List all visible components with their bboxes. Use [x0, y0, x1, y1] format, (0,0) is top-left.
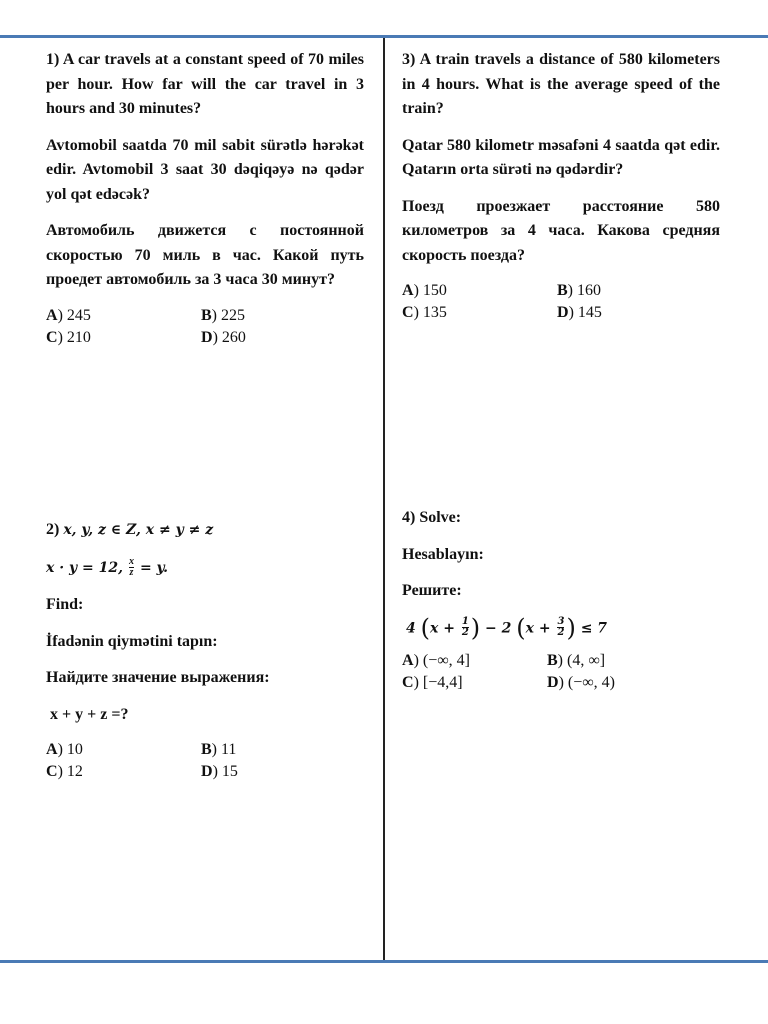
question-4-azerbaijani: Hesablayın:: [402, 545, 484, 563]
question-2: [46, 518, 364, 783]
question-1-azerbaijani: Avtomobil saatda 70 mil sabit sürətlə hərəkət edir. Avtomobil 3 saat 30 dəqiqəyə nə qədər yol qət edəcək?: [46, 136, 364, 203]
question-4: [402, 506, 720, 694]
option-b[interactable]: B) 225: [201, 306, 245, 324]
question-4-english: 4) Solve:: [402, 509, 462, 526]
question-1-russian: Автомобиль движется с постоянной скоростью 70 миль в час. Какой путь проедет автомобиль за 3 часа 30 минут?: [46, 222, 364, 288]
set-condition: x, y, z ∈ Z, x ≠ y ≠ z: [63, 522, 214, 538]
question-2-condition-2: [46, 556, 364, 581]
option-d[interactable]: D) (−∞, 4): [547, 674, 615, 692]
question-3-azerbaijani: Qatar 580 kilometr məsafəni 4 saatda qət edir. Qatarın orta sürəti nə qədərdir?: [402, 136, 720, 178]
ratio-condition: = y.: [139, 559, 168, 576]
option-c[interactable]: C) [−4,4]: [402, 674, 463, 692]
option-b[interactable]: B) 160: [557, 282, 601, 299]
question-3-english: 3) A train travels a distance of 580 kilometers in 4 hours. What is the average speed of the train?: [402, 51, 720, 117]
option-d[interactable]: D) 260: [201, 328, 246, 346]
question-2-condition-1: [46, 518, 364, 543]
option-b[interactable]: B) 11: [201, 741, 237, 758]
question-2-expression: x + y + z =?: [50, 705, 129, 723]
product-condition: x · y = 12,: [46, 559, 123, 576]
option-b[interactable]: B) (4, ∞]: [547, 652, 606, 670]
option-c[interactable]: C) 135: [402, 304, 447, 321]
option-d[interactable]: D) 15: [201, 763, 238, 780]
question-2-find-russian: Найдите значение выражения:: [46, 669, 270, 686]
question-3-russian: Поезд проезжает расстояние 580 километров за 4 часа. Какова средняя скорость поезда?: [402, 197, 720, 264]
question-4-options: [402, 650, 720, 694]
question-1: [46, 48, 364, 349]
question-3-options: [402, 280, 720, 324]
option-d[interactable]: D) 145: [557, 304, 602, 321]
column-divider: [383, 38, 385, 960]
question-2-options: [46, 739, 364, 783]
question-2-number: 2): [46, 521, 60, 538]
question-1-english: 1) A car travels at a constant speed of 70 miles per hour. How far will the car travel in 3 hours and 30 minutes?: [46, 51, 364, 117]
option-a[interactable]: A) 10: [46, 741, 83, 758]
fraction-three-halves: $\frac{3}{2}$: [557, 616, 565, 639]
inequality: 4 (x + $\frac{1}{2}$ ) − 2 (x + $\frac{3}{2}$ ) ≤ 7: [406, 613, 608, 642]
question-2-find-english: Find:: [46, 596, 84, 613]
option-c[interactable]: C) 12: [46, 763, 83, 780]
question-2-find-azerbaijani: İfadənin qiymətini tapın:: [46, 632, 218, 650]
question-4-russian: Решите:: [402, 582, 462, 599]
fraction-one-half: $\frac{1}{2}$: [461, 616, 469, 639]
fraction-x-over-z: $\frac{x}{z}$: [128, 556, 134, 579]
option-a[interactable]: A) (−∞, 4]: [402, 652, 470, 670]
option-a[interactable]: A) 245: [46, 306, 91, 324]
question-1-options: [46, 305, 364, 349]
option-a[interactable]: A) 150: [402, 282, 447, 299]
option-c[interactable]: C) 210: [46, 328, 91, 346]
bottom-rule: [0, 960, 768, 963]
question-3: [402, 48, 720, 324]
